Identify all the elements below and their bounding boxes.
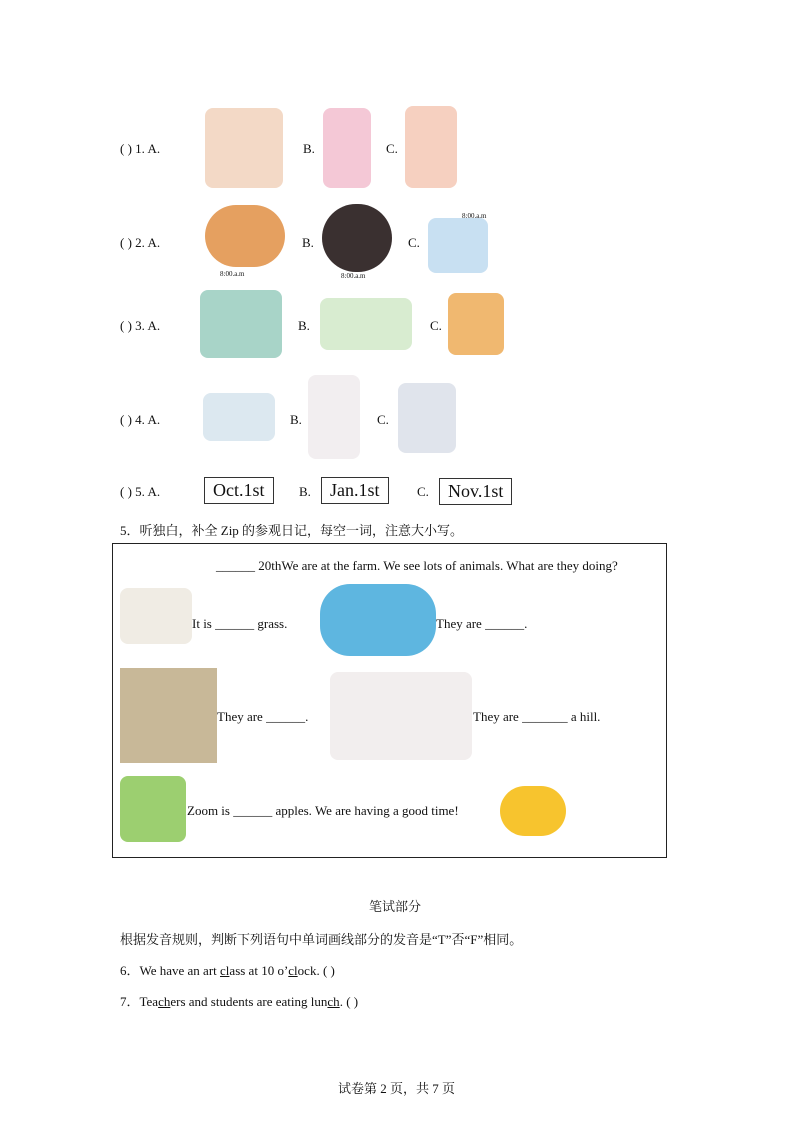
ducks-image xyxy=(320,584,436,656)
q4-b: B. xyxy=(290,412,302,427)
diary-apples: Zoom is ______ apples. We are having a good time! xyxy=(187,803,459,818)
rabbits-farm-image xyxy=(120,668,217,763)
q5-c: C. xyxy=(417,484,429,499)
option-a-date: Oct.1st xyxy=(204,477,274,504)
q2-label: ( ) 2. A. xyxy=(120,235,161,250)
question-6: 6．We have an art class at 10 o’clock. ( ) xyxy=(120,963,335,978)
goats-image xyxy=(330,672,472,760)
lotus-image xyxy=(320,298,412,350)
diary-cow: It is ______ grass. xyxy=(192,616,288,631)
option-c-date: Nov.1st xyxy=(439,478,512,505)
written-section-title: 笔试部分 xyxy=(369,899,422,914)
running-girl-image xyxy=(405,106,457,188)
autumn-tree-image xyxy=(448,293,504,355)
smiley-icon xyxy=(500,786,566,836)
q3-b: B. xyxy=(298,318,310,333)
q3-label: ( ) 3. A. xyxy=(120,318,161,333)
q2-c: C. xyxy=(408,235,420,250)
caption: 8:00.a.m xyxy=(462,212,487,220)
rabbit-carrot-image xyxy=(308,375,360,459)
sleeping-rabbit-image xyxy=(203,393,275,441)
clock-basketball-image xyxy=(205,205,285,267)
written-instruction: 根据发音规则，判断下列语句中单词画线部分的发音是“T”否“F”相同。 xyxy=(120,932,523,947)
q1-b: B. xyxy=(303,141,315,156)
sweeping-girl-image xyxy=(323,108,371,188)
rabbit-ball-image xyxy=(398,383,456,453)
diary-ducks: They are ______. xyxy=(436,616,528,631)
q1-label: ( ) 1. A. xyxy=(120,141,161,156)
cow-image xyxy=(120,588,192,644)
q3-c: C. xyxy=(430,318,442,333)
food-plate-image xyxy=(322,204,392,272)
shopping-girl-image xyxy=(205,108,283,188)
option-b-date: Jan.1st xyxy=(321,477,389,504)
q5-label: ( ) 5. A. xyxy=(120,484,161,499)
diary-rabbits: They are ______. xyxy=(217,709,309,724)
apple-tree-image xyxy=(120,776,186,842)
question-7: 7．Teachers and students are eating lunch. ( ) xyxy=(120,994,359,1009)
q1-c: C. xyxy=(386,141,398,156)
caption: 8:00.a.m xyxy=(220,270,245,278)
caption: 8:00.a.m xyxy=(341,272,366,280)
page-footer: 试卷第 2 页，共 7 页 xyxy=(338,1081,456,1096)
section5-instruction: 5．听独白，补全 Zip 的参观日记，每空一词，注意大小写。 xyxy=(120,523,464,538)
boy-in-bed-image xyxy=(428,218,488,273)
q4-c: C. xyxy=(377,412,389,427)
diary-goats: They are _______ a hill. xyxy=(473,709,601,724)
diary-line1: ______ 20thWe are at the farm. We see lots of animals. What are they doing? xyxy=(216,558,618,573)
q4-label: ( ) 4. A. xyxy=(120,412,161,427)
q2-b: B. xyxy=(302,235,314,250)
spring-pond-image xyxy=(200,290,282,358)
q5-b: B. xyxy=(299,484,311,499)
